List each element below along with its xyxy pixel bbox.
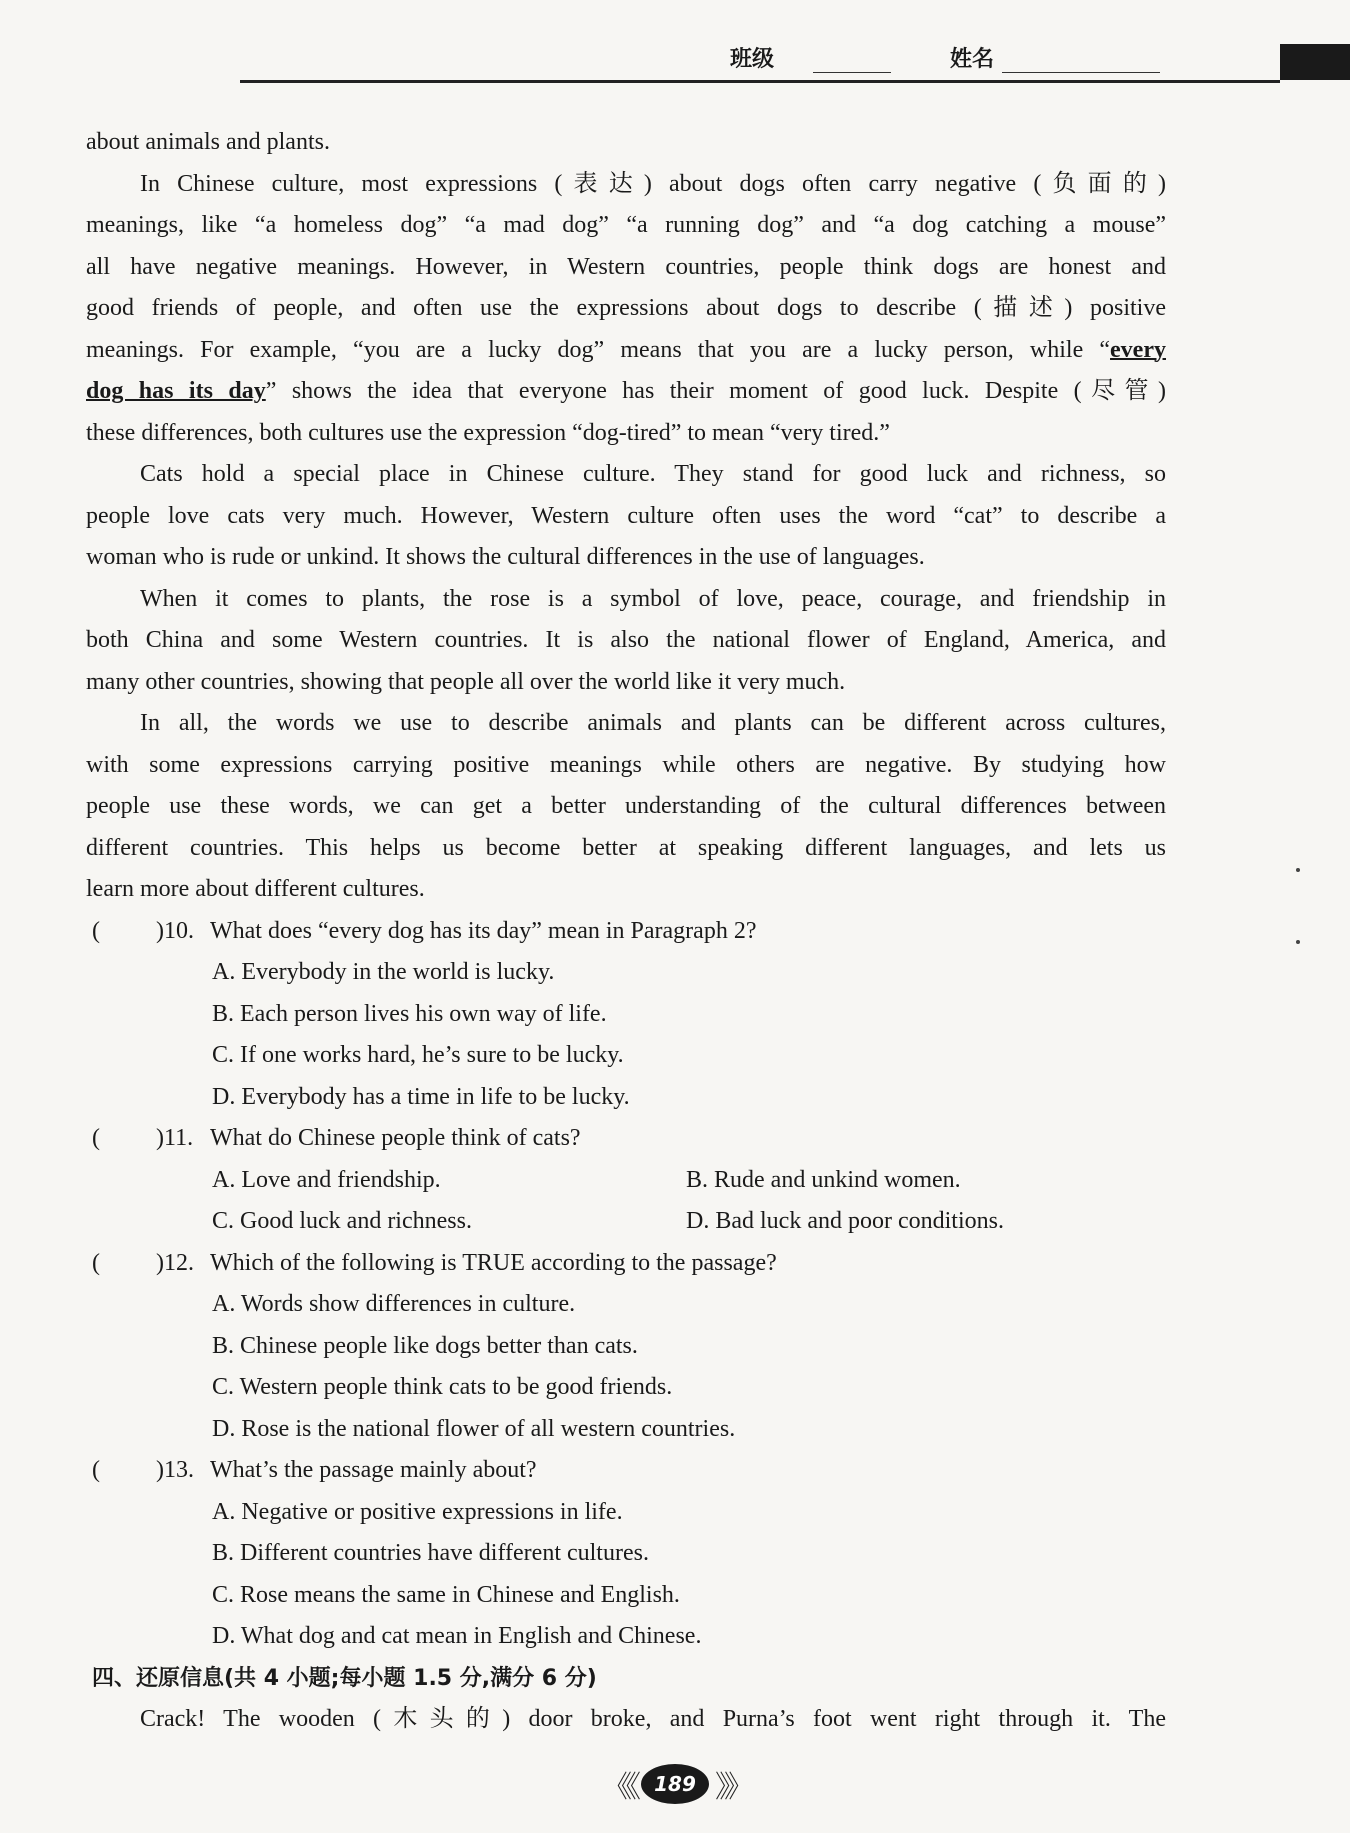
scan-speck bbox=[1296, 940, 1300, 944]
question-text: What’s the passage mainly about? bbox=[210, 1457, 537, 1483]
option-a: A. Words show differences in culture. bbox=[212, 1291, 576, 1317]
name-blank-line bbox=[1002, 72, 1160, 73]
option-b: B. Rude and unkind women. bbox=[686, 1166, 961, 1193]
option bbox=[86, 1284, 1166, 1326]
question-10 bbox=[86, 911, 1166, 1119]
passage-line: all have negative meanings. However, in Western countries, people think dogs are honest and bbox=[86, 253, 1166, 280]
class-label: 班级 bbox=[730, 47, 775, 72]
option-b: B. Different countries have different cultures. bbox=[212, 1540, 649, 1566]
page-content bbox=[86, 122, 1166, 1741]
option-a: A. Love and friendship. bbox=[212, 1166, 441, 1193]
option-b: B. Chinese people like dogs better than cats. bbox=[212, 1332, 638, 1359]
passage-line: with some expressions carrying positive meanings while others are negative. By studying how bbox=[86, 751, 1166, 778]
class-blank-line bbox=[813, 72, 891, 73]
passage-line: people use these words, we can get a better understanding of the cultural differences between bbox=[86, 793, 1166, 819]
question-12 bbox=[86, 1243, 1166, 1451]
option bbox=[86, 1492, 1166, 1534]
option-c: C. Western people think cats to be good friends. bbox=[212, 1374, 673, 1400]
passage-line: about animals and plants. bbox=[86, 129, 330, 155]
passage-line: learn more about different cultures. bbox=[86, 876, 425, 902]
passage-line: these differences, both cultures use the expression “dog-tired” to mean “very tired.” bbox=[86, 419, 890, 446]
question-number: )10. bbox=[156, 917, 194, 944]
reading-passage bbox=[86, 122, 1166, 911]
passage-line: meanings, like “a homeless dog” “a mad dog” “a running dog” and “a dog catching a mouse” bbox=[86, 212, 1166, 238]
question-number: )11. bbox=[156, 1125, 194, 1151]
question-stem bbox=[86, 1243, 1166, 1285]
option-d: D. Everybody has a time in life to be lucky. bbox=[212, 1083, 630, 1110]
question-13 bbox=[86, 1450, 1166, 1658]
double-left-arrow-icon: 《《 bbox=[602, 1770, 635, 1805]
passage-line: different countries. This helps us become better at speaking different languages, and lets us bbox=[86, 834, 1166, 861]
passage-line: woman who is rude or unkind. It shows the cultural differences in the use of languages. bbox=[86, 544, 925, 570]
passage-line bbox=[86, 371, 1166, 413]
question-11 bbox=[86, 1118, 1166, 1243]
question-number: )13. bbox=[156, 1457, 194, 1483]
option-a: A. Everybody in the world is lucky. bbox=[212, 959, 555, 985]
passage-line: many other countries, showing that people all over the world like it very much. bbox=[86, 668, 846, 695]
passage-line: good friends of people, and often use the expressions about dogs to describe (描述) positive bbox=[86, 295, 1166, 321]
option-b: B. Each person lives his own way of life. bbox=[212, 1000, 607, 1027]
question-stem bbox=[86, 1450, 1166, 1492]
passage-line: When it comes to plants, the rose is a symbol of love, peace, courage, and friendship in bbox=[140, 585, 1166, 612]
header-corner-block bbox=[1280, 44, 1350, 80]
passage-text: ” shows the idea that everyone has their moment of good luck. Despite (尽管) bbox=[265, 378, 1166, 404]
underlined-phrase: dog has its day bbox=[86, 378, 266, 404]
option bbox=[86, 1575, 1166, 1617]
question-number: )12. bbox=[156, 1249, 194, 1276]
option bbox=[86, 1533, 1166, 1575]
question-stem bbox=[86, 1118, 1166, 1160]
option-row bbox=[86, 1160, 1166, 1202]
passage-line: In all, the words we use to describe animals and plants can be different across cultures, bbox=[140, 710, 1166, 736]
option bbox=[86, 1035, 1166, 1077]
answer-blank[interactable]: ( bbox=[92, 1249, 100, 1276]
section-title: 四、还原信息(共 4 小题;每小题 1.5 分,满分 6 分) bbox=[92, 1665, 597, 1691]
page-header bbox=[0, 0, 1350, 90]
option bbox=[86, 1326, 1166, 1368]
passage-line: Cats hold a special place in Chinese culture. They stand for good luck and richness, so bbox=[140, 461, 1166, 487]
option bbox=[86, 1077, 1166, 1119]
option bbox=[86, 1367, 1166, 1409]
option-d: D. What dog and cat mean in English and Chinese. bbox=[212, 1623, 702, 1649]
passage-line: both China and some Western countries. It is also the national flower of England, America, and bbox=[86, 627, 1166, 653]
answer-blank[interactable]: ( bbox=[92, 917, 100, 944]
passage-text: meanings. For example, “you are a lucky dog” means that you are a lucky person, while “ bbox=[86, 336, 1111, 363]
option bbox=[86, 1616, 1166, 1658]
option-d: D. Rose is the national flower of all western countries. bbox=[212, 1415, 736, 1442]
option bbox=[86, 952, 1166, 994]
option-row bbox=[86, 1201, 1166, 1243]
option-a: A. Negative or positive expressions in life. bbox=[212, 1498, 623, 1525]
option bbox=[86, 1409, 1166, 1451]
page-number: 189 bbox=[641, 1764, 709, 1804]
option-c: C. If one works hard, he’s sure to be lucky. bbox=[212, 1042, 624, 1068]
section-first-line: Crack! The wooden (木头的) door broke, and Purna’s foot went right through it. The bbox=[140, 1706, 1166, 1732]
name-label: 姓名 bbox=[950, 47, 995, 72]
question-stem bbox=[86, 911, 1166, 953]
scan-speck bbox=[1296, 868, 1300, 872]
option-d: D. Bad luck and poor conditions. bbox=[686, 1208, 1004, 1234]
header-rule bbox=[240, 80, 1280, 83]
page-number-badge bbox=[602, 1762, 748, 1806]
option-c: C. Rose means the same in Chinese and English. bbox=[212, 1581, 680, 1608]
question-text: What does “every dog has its day” mean in Paragraph 2? bbox=[210, 917, 757, 944]
option bbox=[86, 994, 1166, 1036]
question-text: Which of the following is TRUE according to the passage? bbox=[210, 1249, 777, 1276]
answer-blank[interactable]: ( bbox=[92, 1125, 100, 1151]
passage-line: people love cats very much. However, Western culture often uses the word “cat” to describe a bbox=[86, 502, 1166, 529]
question-text: What do Chinese people think of cats? bbox=[210, 1125, 581, 1151]
double-right-arrow-icon: 》》 bbox=[715, 1770, 748, 1805]
answer-blank[interactable]: ( bbox=[92, 1457, 100, 1483]
option-c: C. Good luck and richness. bbox=[212, 1208, 472, 1234]
page-footer bbox=[0, 1762, 1350, 1812]
underlined-phrase: every bbox=[1110, 336, 1166, 363]
passage-line bbox=[86, 330, 1166, 372]
passage-line: In Chinese culture, most expressions (表达) about dogs often carry negative (负面的) bbox=[140, 170, 1166, 197]
